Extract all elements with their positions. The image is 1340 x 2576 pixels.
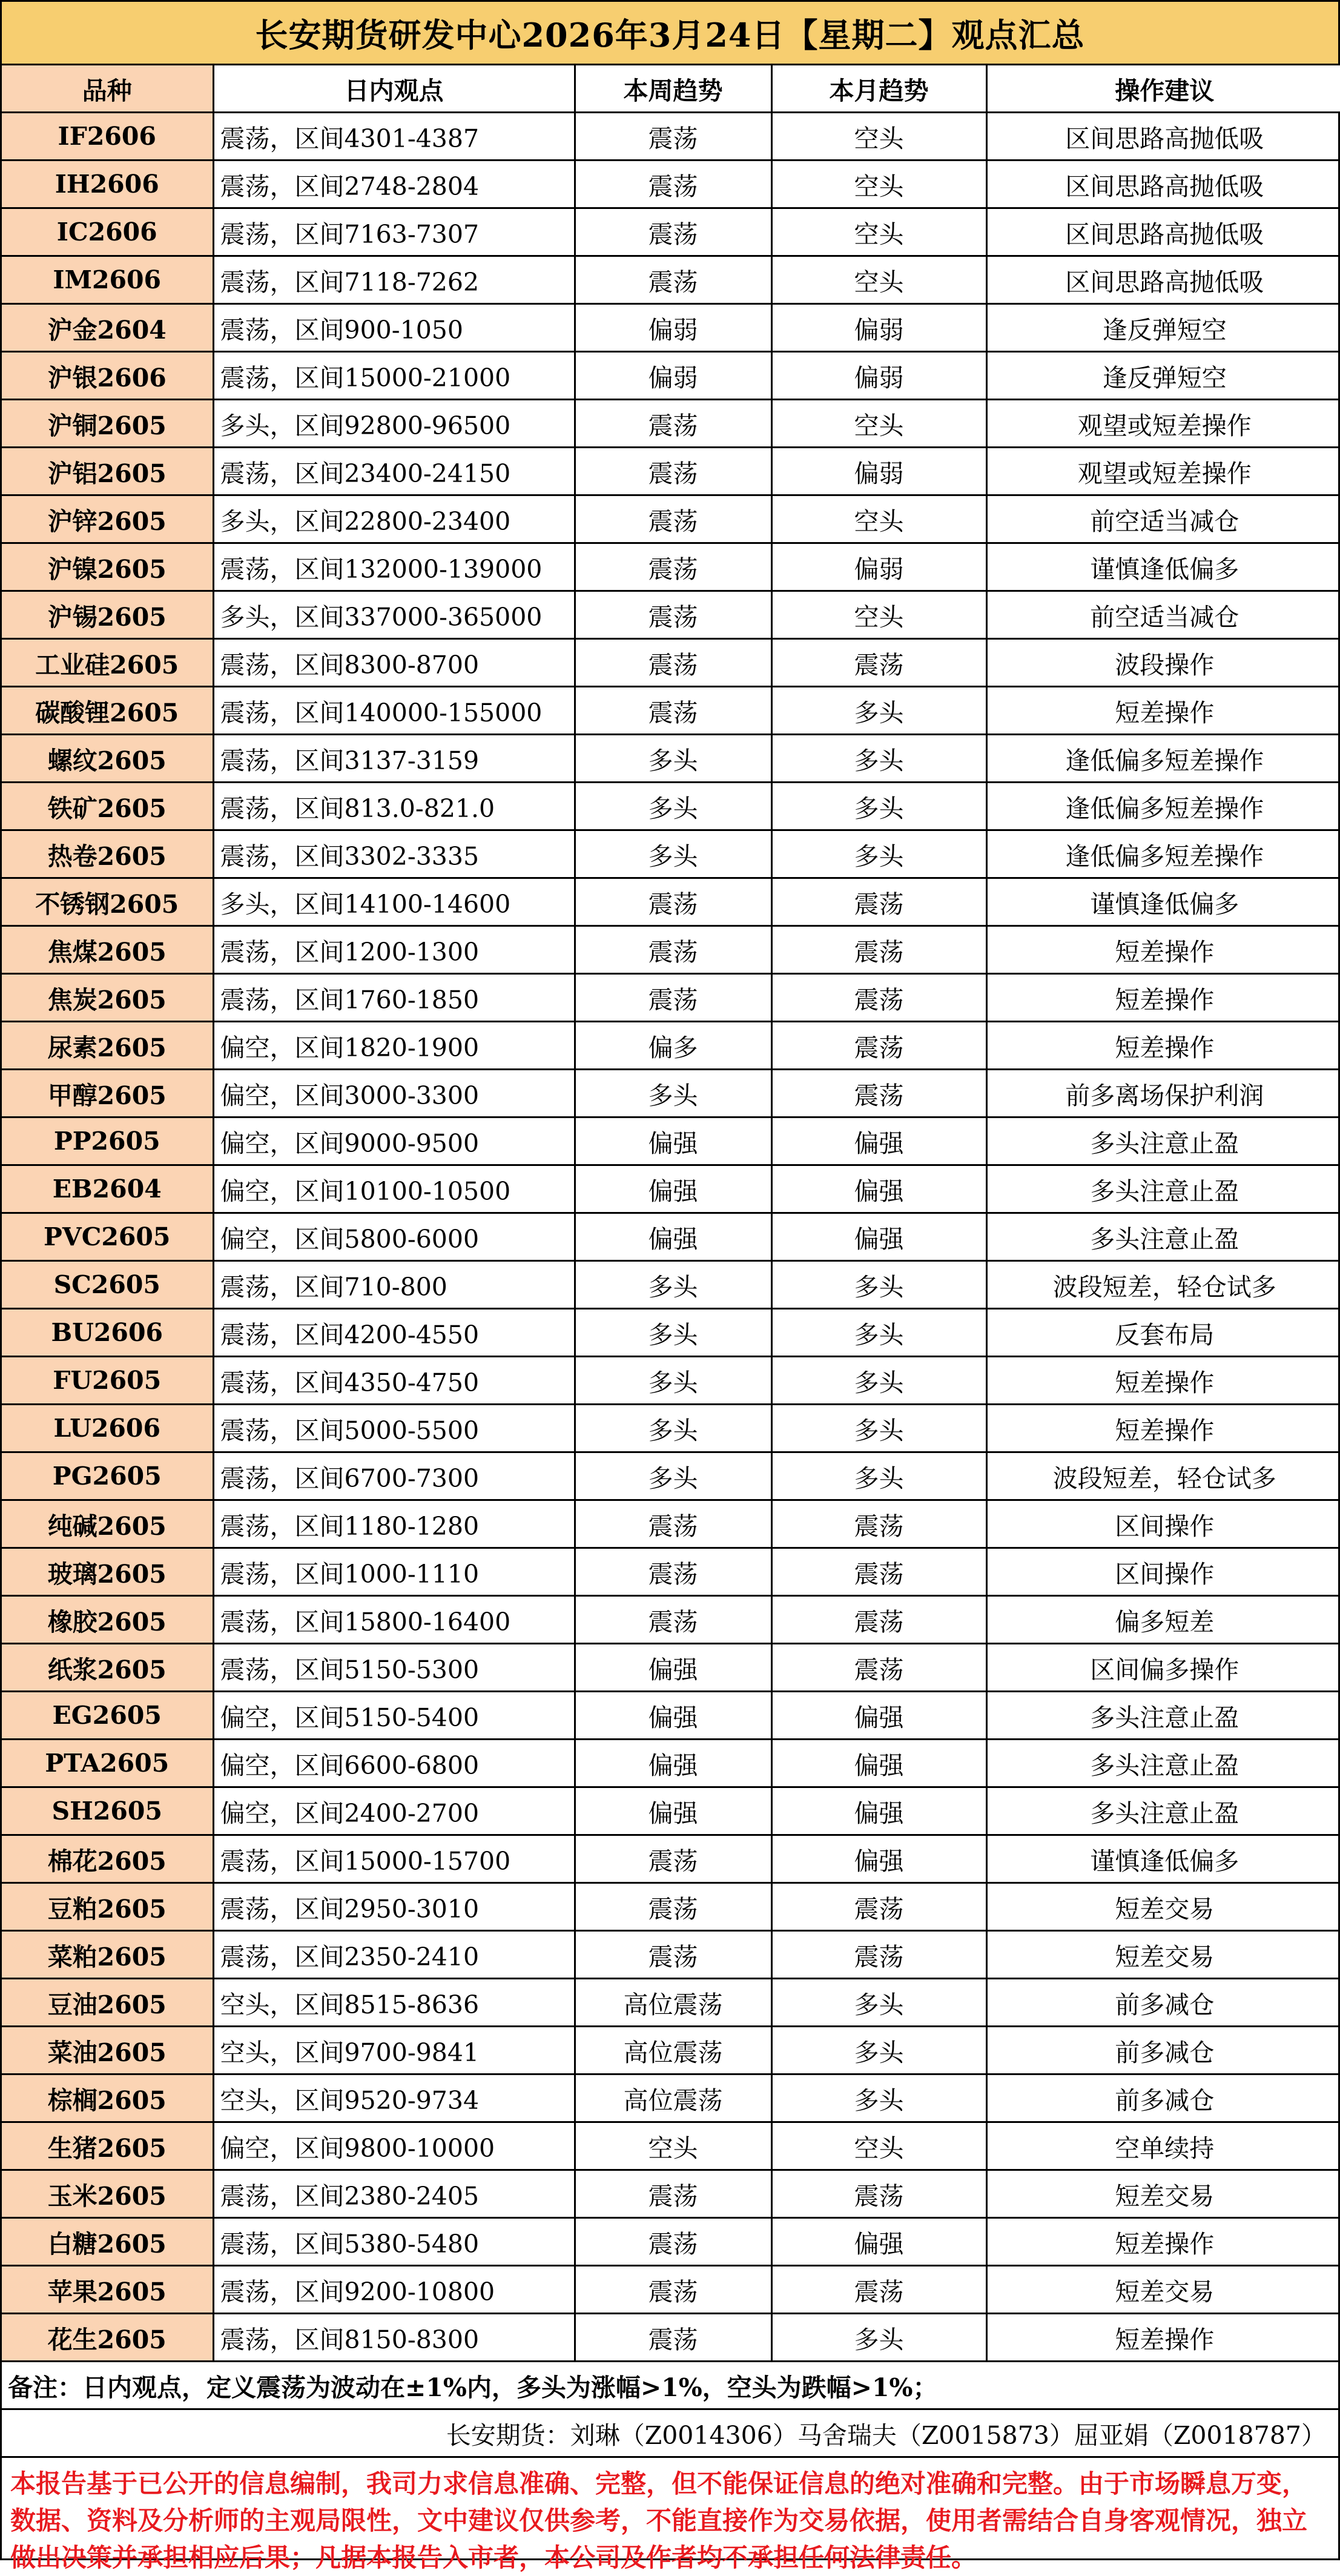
intraday-view-cell: 震荡，区间3137-3159 bbox=[213, 735, 575, 783]
intraday-view-cell: 偏空，区间9800-10000 bbox=[213, 2122, 575, 2170]
weekly-trend-cell: 震荡 bbox=[575, 1548, 771, 1596]
monthly-trend-cell: 多头 bbox=[771, 2074, 986, 2122]
intraday-view-cell: 偏空，区间6600-6800 bbox=[213, 1740, 575, 1787]
weekly-trend-cell: 震荡 bbox=[575, 1835, 771, 1883]
product-code-cell: SC2605 bbox=[2, 1261, 213, 1309]
header-row bbox=[2, 65, 1340, 113]
weekly-trend-cell: 震荡 bbox=[575, 400, 771, 448]
header-product: 品种 bbox=[2, 65, 213, 113]
advice-cell: 波段短差，轻仓试多 bbox=[986, 1261, 1340, 1309]
intraday-view-cell: 震荡，区间813.0-821.0 bbox=[213, 783, 575, 830]
monthly-trend-cell: 偏强 bbox=[771, 2218, 986, 2266]
weekly-trend-cell: 多头 bbox=[575, 783, 771, 830]
monthly-trend-cell: 震荡 bbox=[771, 1548, 986, 1596]
advice-cell: 逢低偏多短差操作 bbox=[986, 830, 1340, 878]
weekly-trend-cell: 震荡 bbox=[575, 1931, 771, 1979]
advice-cell: 谨慎逢低偏多 bbox=[986, 1835, 1340, 1883]
product-code-cell: SH2605 bbox=[2, 1787, 213, 1835]
remark-note: 备注：日内观点，定义震荡为波动在±1%内，多头为涨幅>1%，空头为跌幅>1%； bbox=[2, 2362, 1338, 2410]
table-row bbox=[2, 878, 1340, 926]
product-code-cell: IH2606 bbox=[2, 161, 213, 208]
monthly-trend-cell: 空头 bbox=[771, 113, 986, 161]
table-row bbox=[2, 1500, 1340, 1548]
monthly-trend-cell: 多头 bbox=[771, 1452, 986, 1500]
weekly-trend-cell: 多头 bbox=[575, 830, 771, 878]
product-code-cell: PVC2605 bbox=[2, 1213, 213, 1261]
weekly-trend-cell: 震荡 bbox=[575, 2218, 771, 2266]
advice-cell: 短差操作 bbox=[986, 974, 1340, 1022]
weekly-trend-cell: 震荡 bbox=[575, 2266, 771, 2314]
advice-cell: 多头注意止盈 bbox=[986, 1692, 1340, 1740]
intraday-view-cell: 震荡，区间4350-4750 bbox=[213, 1357, 575, 1405]
weekly-trend-cell: 多头 bbox=[575, 735, 771, 783]
table-row bbox=[2, 830, 1340, 878]
intraday-view-cell: 多头，区间92800-96500 bbox=[213, 400, 575, 448]
monthly-trend-cell: 震荡 bbox=[771, 1931, 986, 1979]
monthly-trend-cell: 震荡 bbox=[771, 926, 986, 974]
intraday-view-cell: 震荡，区间1180-1280 bbox=[213, 1500, 575, 1548]
product-code-cell: 棉花2605 bbox=[2, 1835, 213, 1883]
product-code-cell: 甲醇2605 bbox=[2, 1070, 213, 1117]
advice-cell: 短差交易 bbox=[986, 2170, 1340, 2218]
weekly-trend-cell: 多头 bbox=[575, 1261, 771, 1309]
advice-cell: 逢低偏多短差操作 bbox=[986, 735, 1340, 783]
product-code-cell: EG2605 bbox=[2, 1692, 213, 1740]
monthly-trend-cell: 偏弱 bbox=[771, 352, 986, 400]
table-row bbox=[2, 304, 1340, 352]
intraday-view-cell: 震荡，区间2950-3010 bbox=[213, 1883, 575, 1931]
monthly-trend-cell: 多头 bbox=[771, 830, 986, 878]
table-row bbox=[2, 1548, 1340, 1596]
monthly-trend-cell: 多头 bbox=[771, 1405, 986, 1452]
weekly-trend-cell: 偏强 bbox=[575, 1740, 771, 1787]
weekly-trend-cell: 偏强 bbox=[575, 1692, 771, 1740]
weekly-trend-cell: 震荡 bbox=[575, 1500, 771, 1548]
intraday-view-cell: 震荡，区间15000-21000 bbox=[213, 352, 575, 400]
weekly-trend-cell: 高位震荡 bbox=[575, 2074, 771, 2122]
advice-cell: 逢反弹短空 bbox=[986, 352, 1340, 400]
table-row bbox=[2, 256, 1340, 304]
weekly-trend-cell: 震荡 bbox=[575, 2314, 771, 2362]
monthly-trend-cell: 偏强 bbox=[771, 1835, 986, 1883]
monthly-trend-cell: 震荡 bbox=[771, 639, 986, 687]
intraday-view-cell: 震荡，区间4301-4387 bbox=[213, 113, 575, 161]
monthly-trend-cell: 偏强 bbox=[771, 1787, 986, 1835]
advice-cell: 逢反弹短空 bbox=[986, 304, 1340, 352]
product-code-cell: 沪铝2605 bbox=[2, 448, 213, 495]
advice-cell: 多头注意止盈 bbox=[986, 1165, 1340, 1213]
intraday-view-cell: 震荡，区间900-1050 bbox=[213, 304, 575, 352]
advice-cell: 逢低偏多短差操作 bbox=[986, 783, 1340, 830]
monthly-trend-cell: 震荡 bbox=[771, 1644, 986, 1692]
table-row bbox=[2, 2314, 1340, 2362]
monthly-trend-cell: 偏弱 bbox=[771, 304, 986, 352]
table-row bbox=[2, 448, 1340, 495]
table-row bbox=[2, 495, 1340, 543]
product-code-cell: 豆粕2605 bbox=[2, 1883, 213, 1931]
intraday-view-cell: 偏空，区间2400-2700 bbox=[213, 1787, 575, 1835]
intraday-view-cell: 偏空，区间3000-3300 bbox=[213, 1070, 575, 1117]
header-weekly-trend: 本周趋势 bbox=[575, 65, 771, 113]
intraday-view-cell: 震荡，区间5380-5480 bbox=[213, 2218, 575, 2266]
advice-cell: 区间思路高抛低吸 bbox=[986, 208, 1340, 256]
intraday-view-cell: 空头，区间9700-9841 bbox=[213, 2027, 575, 2074]
advice-cell: 区间思路高抛低吸 bbox=[986, 256, 1340, 304]
weekly-trend-cell: 震荡 bbox=[575, 208, 771, 256]
monthly-trend-cell: 多头 bbox=[771, 735, 986, 783]
monthly-trend-cell: 偏弱 bbox=[771, 543, 986, 591]
weekly-trend-cell: 偏强 bbox=[575, 1644, 771, 1692]
monthly-trend-cell: 多头 bbox=[771, 2027, 986, 2074]
analyst-credits: 长安期货：刘琳（Z0014306）马舍瑞夫（Z0015873）屈亚娟（Z0018787） bbox=[2, 2410, 1338, 2458]
weekly-trend-cell: 震荡 bbox=[575, 639, 771, 687]
product-code-cell: 工业硅2605 bbox=[2, 639, 213, 687]
monthly-trend-cell: 震荡 bbox=[771, 1500, 986, 1548]
weekly-trend-cell: 震荡 bbox=[575, 974, 771, 1022]
product-code-cell: 玻璃2605 bbox=[2, 1548, 213, 1596]
advice-cell: 观望或短差操作 bbox=[986, 400, 1340, 448]
table-row bbox=[2, 1979, 1340, 2027]
weekly-trend-cell: 震荡 bbox=[575, 1596, 771, 1644]
advice-cell: 短差操作 bbox=[986, 1405, 1340, 1452]
weekly-trend-cell: 震荡 bbox=[575, 687, 771, 735]
intraday-view-cell: 震荡，区间7163-7307 bbox=[213, 208, 575, 256]
intraday-view-cell: 偏空，区间5800-6000 bbox=[213, 1213, 575, 1261]
advice-cell: 前多减仓 bbox=[986, 2074, 1340, 2122]
intraday-view-cell: 震荡，区间1200-1300 bbox=[213, 926, 575, 974]
header-intraday-view: 日内观点 bbox=[213, 65, 575, 113]
table-row bbox=[2, 1309, 1340, 1357]
monthly-trend-cell: 多头 bbox=[771, 1309, 986, 1357]
table-row bbox=[2, 1405, 1340, 1452]
table-row bbox=[2, 735, 1340, 783]
table-row bbox=[2, 1740, 1340, 1787]
product-code-cell: 沪银2606 bbox=[2, 352, 213, 400]
monthly-trend-cell: 偏弱 bbox=[771, 448, 986, 495]
table-row bbox=[2, 1165, 1340, 1213]
intraday-view-cell: 空头，区间8515-8636 bbox=[213, 1979, 575, 2027]
monthly-trend-cell: 震荡 bbox=[771, 1883, 986, 1931]
table-row bbox=[2, 1931, 1340, 1979]
table-row bbox=[2, 1644, 1340, 1692]
intraday-view-cell: 震荡，区间140000-155000 bbox=[213, 687, 575, 735]
product-code-cell: 热卷2605 bbox=[2, 830, 213, 878]
intraday-view-cell: 偏空，区间5150-5400 bbox=[213, 1692, 575, 1740]
header-monthly-trend: 本月趋势 bbox=[771, 65, 986, 113]
weekly-trend-cell: 偏弱 bbox=[575, 352, 771, 400]
weekly-trend-cell: 震荡 bbox=[575, 495, 771, 543]
weekly-trend-cell: 偏强 bbox=[575, 1117, 771, 1165]
weekly-trend-cell: 空头 bbox=[575, 2122, 771, 2170]
table-row bbox=[2, 687, 1340, 735]
table-row bbox=[2, 543, 1340, 591]
product-code-cell: 菜油2605 bbox=[2, 2027, 213, 2074]
table-row bbox=[2, 2027, 1340, 2074]
intraday-view-cell: 震荡，区间132000-139000 bbox=[213, 543, 575, 591]
monthly-trend-cell: 偏强 bbox=[771, 1213, 986, 1261]
weekly-trend-cell: 偏强 bbox=[575, 1787, 771, 1835]
advice-cell: 波段短差，轻仓试多 bbox=[986, 1452, 1340, 1500]
product-code-cell: 白糖2605 bbox=[2, 2218, 213, 2266]
weekly-trend-cell: 偏多 bbox=[575, 1022, 771, 1070]
advice-cell: 偏多短差 bbox=[986, 1596, 1340, 1644]
intraday-view-cell: 震荡，区间3302-3335 bbox=[213, 830, 575, 878]
monthly-trend-cell: 空头 bbox=[771, 208, 986, 256]
product-code-cell: PG2605 bbox=[2, 1452, 213, 1500]
table-row bbox=[2, 1787, 1340, 1835]
intraday-view-cell: 震荡，区间2350-2410 bbox=[213, 1931, 575, 1979]
monthly-trend-cell: 空头 bbox=[771, 161, 986, 208]
monthly-trend-cell: 震荡 bbox=[771, 1022, 986, 1070]
weekly-trend-cell: 多头 bbox=[575, 1405, 771, 1452]
intraday-view-cell: 偏空，区间10100-10500 bbox=[213, 1165, 575, 1213]
weekly-trend-cell: 震荡 bbox=[575, 256, 771, 304]
table-row bbox=[2, 974, 1340, 1022]
report-title: 长安期货研发中心2026年3月24日【星期二】观点汇总 bbox=[2, 2, 1338, 65]
intraday-view-cell: 多头，区间14100-14600 bbox=[213, 878, 575, 926]
table-row bbox=[2, 1213, 1340, 1261]
advice-cell: 区间思路高抛低吸 bbox=[986, 161, 1340, 208]
advice-cell: 多头注意止盈 bbox=[986, 1740, 1340, 1787]
weekly-trend-cell: 震荡 bbox=[575, 878, 771, 926]
weekly-trend-cell: 震荡 bbox=[575, 2170, 771, 2218]
product-code-cell: LU2606 bbox=[2, 1405, 213, 1452]
monthly-trend-cell: 震荡 bbox=[771, 878, 986, 926]
monthly-trend-cell: 震荡 bbox=[771, 2170, 986, 2218]
intraday-view-cell: 震荡，区间9200-10800 bbox=[213, 2266, 575, 2314]
table-row bbox=[2, 2266, 1340, 2314]
intraday-view-cell: 震荡，区间5000-5500 bbox=[213, 1405, 575, 1452]
advice-cell: 观望或短差操作 bbox=[986, 448, 1340, 495]
product-code-cell: 菜粕2605 bbox=[2, 1931, 213, 1979]
monthly-trend-cell: 多头 bbox=[771, 1261, 986, 1309]
product-code-cell: 碳酸锂2605 bbox=[2, 687, 213, 735]
advice-cell: 短差操作 bbox=[986, 926, 1340, 974]
weekly-trend-cell: 高位震荡 bbox=[575, 2027, 771, 2074]
table-row bbox=[2, 926, 1340, 974]
intraday-view-cell: 多头，区间22800-23400 bbox=[213, 495, 575, 543]
weekly-trend-cell: 震荡 bbox=[575, 113, 771, 161]
advice-cell: 多头注意止盈 bbox=[986, 1787, 1340, 1835]
advice-cell: 短差操作 bbox=[986, 2218, 1340, 2266]
intraday-view-cell: 震荡，区间5150-5300 bbox=[213, 1644, 575, 1692]
weekly-trend-cell: 偏强 bbox=[575, 1213, 771, 1261]
weekly-trend-cell: 偏弱 bbox=[575, 304, 771, 352]
intraday-view-cell: 震荡，区间4200-4550 bbox=[213, 1309, 575, 1357]
monthly-trend-cell: 偏强 bbox=[771, 1740, 986, 1787]
intraday-view-cell: 震荡，区间2380-2405 bbox=[213, 2170, 575, 2218]
monthly-trend-cell: 偏强 bbox=[771, 1165, 986, 1213]
weekly-trend-cell: 震荡 bbox=[575, 926, 771, 974]
table-row bbox=[2, 208, 1340, 256]
advice-cell: 多头注意止盈 bbox=[986, 1117, 1340, 1165]
product-code-cell: EB2604 bbox=[2, 1165, 213, 1213]
product-code-cell: 棕榈2605 bbox=[2, 2074, 213, 2122]
table-row bbox=[2, 1022, 1340, 1070]
weekly-trend-cell: 多头 bbox=[575, 1357, 771, 1405]
advice-cell: 波段操作 bbox=[986, 639, 1340, 687]
advice-cell: 反套布局 bbox=[986, 1309, 1340, 1357]
advice-cell: 前多离场保护利润 bbox=[986, 1070, 1340, 1117]
advice-cell: 谨慎逢低偏多 bbox=[986, 543, 1340, 591]
intraday-view-cell: 震荡，区间2748-2804 bbox=[213, 161, 575, 208]
product-code-cell: 花生2605 bbox=[2, 2314, 213, 2362]
intraday-view-cell: 震荡，区间1000-1110 bbox=[213, 1548, 575, 1596]
summary-table bbox=[2, 65, 1340, 2362]
product-code-cell: 沪金2604 bbox=[2, 304, 213, 352]
weekly-trend-cell: 震荡 bbox=[575, 1883, 771, 1931]
intraday-view-cell: 多头，区间337000-365000 bbox=[213, 591, 575, 639]
product-code-cell: 生猪2605 bbox=[2, 2122, 213, 2170]
table-row bbox=[2, 352, 1340, 400]
weekly-trend-cell: 高位震荡 bbox=[575, 1979, 771, 2027]
table-row bbox=[2, 591, 1340, 639]
monthly-trend-cell: 震荡 bbox=[771, 974, 986, 1022]
product-code-cell: 焦煤2605 bbox=[2, 926, 213, 974]
table-row bbox=[2, 639, 1340, 687]
advice-cell: 空单续持 bbox=[986, 2122, 1340, 2170]
product-code-cell: 豆油2605 bbox=[2, 1979, 213, 2027]
monthly-trend-cell: 空头 bbox=[771, 400, 986, 448]
product-code-cell: IF2606 bbox=[2, 113, 213, 161]
product-code-cell: 沪镍2605 bbox=[2, 543, 213, 591]
monthly-trend-cell: 多头 bbox=[771, 783, 986, 830]
monthly-trend-cell: 震荡 bbox=[771, 1070, 986, 1117]
monthly-trend-cell: 多头 bbox=[771, 687, 986, 735]
table-row bbox=[2, 1070, 1340, 1117]
intraday-view-cell: 偏空，区间1820-1900 bbox=[213, 1022, 575, 1070]
advice-cell: 区间操作 bbox=[986, 1548, 1340, 1596]
product-code-cell: 沪锡2605 bbox=[2, 591, 213, 639]
table-row bbox=[2, 1835, 1340, 1883]
intraday-view-cell: 震荡，区间7118-7262 bbox=[213, 256, 575, 304]
intraday-view-cell: 震荡，区间15000-15700 bbox=[213, 1835, 575, 1883]
weekly-trend-cell: 震荡 bbox=[575, 591, 771, 639]
monthly-trend-cell: 多头 bbox=[771, 2314, 986, 2362]
table-row bbox=[2, 2170, 1340, 2218]
advice-cell: 短差交易 bbox=[986, 2266, 1340, 2314]
table-row bbox=[2, 1596, 1340, 1644]
product-code-cell: 焦炭2605 bbox=[2, 974, 213, 1022]
intraday-view-cell: 震荡，区间15800-16400 bbox=[213, 1596, 575, 1644]
advice-cell: 区间操作 bbox=[986, 1500, 1340, 1548]
advice-cell: 谨慎逢低偏多 bbox=[986, 878, 1340, 926]
product-code-cell: 纯碱2605 bbox=[2, 1500, 213, 1548]
intraday-view-cell: 震荡，区间23400-24150 bbox=[213, 448, 575, 495]
weekly-trend-cell: 多头 bbox=[575, 1452, 771, 1500]
product-code-cell: IM2606 bbox=[2, 256, 213, 304]
table-row bbox=[2, 113, 1340, 161]
table-row bbox=[2, 783, 1340, 830]
product-code-cell: 尿素2605 bbox=[2, 1022, 213, 1070]
advice-cell: 短差交易 bbox=[986, 1931, 1340, 1979]
product-code-cell: 铁矿2605 bbox=[2, 783, 213, 830]
header-advice: 操作建议 bbox=[986, 65, 1340, 113]
weekly-trend-cell: 偏强 bbox=[575, 1165, 771, 1213]
weekly-trend-cell: 震荡 bbox=[575, 448, 771, 495]
table-body bbox=[2, 113, 1340, 2362]
product-code-cell: 纸浆2605 bbox=[2, 1644, 213, 1692]
monthly-trend-cell: 多头 bbox=[771, 1357, 986, 1405]
table-row bbox=[2, 1261, 1340, 1309]
table-row bbox=[2, 1452, 1340, 1500]
product-code-cell: 不锈钢2605 bbox=[2, 878, 213, 926]
disclaimer-text: 本报告基于已公开的信息编制，我司力求信息准确、完整，但不能保证信息的绝对准确和完整。由于市场瞬息万变，数据、资料及分析师的主观局限性，文中建议仅供参考，不能直接作为交易依据，使用者需结合自身客观情况，独立做出决策并承担相应后果；凡据本报告入市者，本公司及作者均不承担任何法律责任。 bbox=[10, 2469, 1308, 2572]
weekly-trend-cell: 多头 bbox=[575, 1309, 771, 1357]
table-row bbox=[2, 1692, 1340, 1740]
product-code-cell: 沪铜2605 bbox=[2, 400, 213, 448]
table-row bbox=[2, 2074, 1340, 2122]
monthly-trend-cell: 空头 bbox=[771, 256, 986, 304]
intraday-view-cell: 震荡，区间8150-8300 bbox=[213, 2314, 575, 2362]
monthly-trend-cell: 空头 bbox=[771, 591, 986, 639]
product-code-cell: 沪锌2605 bbox=[2, 495, 213, 543]
product-code-cell: 玉米2605 bbox=[2, 2170, 213, 2218]
advice-cell: 短差操作 bbox=[986, 1022, 1340, 1070]
advice-cell: 前空适当减仓 bbox=[986, 495, 1340, 543]
table-row bbox=[2, 161, 1340, 208]
monthly-trend-cell: 偏强 bbox=[771, 1117, 986, 1165]
advice-cell: 前多减仓 bbox=[986, 1979, 1340, 2027]
monthly-trend-cell: 偏强 bbox=[771, 1692, 986, 1740]
product-code-cell: 苹果2605 bbox=[2, 2266, 213, 2314]
intraday-view-cell: 震荡，区间1760-1850 bbox=[213, 974, 575, 1022]
weekly-trend-cell: 震荡 bbox=[575, 543, 771, 591]
advice-cell: 区间思路高抛低吸 bbox=[986, 113, 1340, 161]
advice-cell: 短差操作 bbox=[986, 2314, 1340, 2362]
intraday-view-cell: 空头，区间9520-9734 bbox=[213, 2074, 575, 2122]
table-row bbox=[2, 2122, 1340, 2170]
advice-cell: 短差操作 bbox=[986, 1357, 1340, 1405]
product-code-cell: IC2606 bbox=[2, 208, 213, 256]
intraday-view-cell: 震荡，区间710-800 bbox=[213, 1261, 575, 1309]
weekly-trend-cell: 震荡 bbox=[575, 161, 771, 208]
product-code-cell: 橡胶2605 bbox=[2, 1596, 213, 1644]
product-code-cell: BU2606 bbox=[2, 1309, 213, 1357]
monthly-trend-cell: 震荡 bbox=[771, 1596, 986, 1644]
weekly-trend-cell: 多头 bbox=[575, 1070, 771, 1117]
table-row bbox=[2, 400, 1340, 448]
table-row bbox=[2, 1357, 1340, 1405]
advice-cell: 区间偏多操作 bbox=[986, 1644, 1340, 1692]
product-code-cell: FU2605 bbox=[2, 1357, 213, 1405]
intraday-view-cell: 震荡，区间8300-8700 bbox=[213, 639, 575, 687]
monthly-trend-cell: 空头 bbox=[771, 495, 986, 543]
product-code-cell: PP2605 bbox=[2, 1117, 213, 1165]
advice-cell: 多头注意止盈 bbox=[986, 1213, 1340, 1261]
intraday-view-cell: 偏空，区间9000-9500 bbox=[213, 1117, 575, 1165]
monthly-trend-cell: 多头 bbox=[771, 1979, 986, 2027]
product-code-cell: PTA2605 bbox=[2, 1740, 213, 1787]
advice-cell: 前空适当减仓 bbox=[986, 591, 1340, 639]
table-row bbox=[2, 2218, 1340, 2266]
table-row bbox=[2, 1117, 1340, 1165]
monthly-trend-cell: 震荡 bbox=[771, 2266, 986, 2314]
monthly-trend-cell: 空头 bbox=[771, 2122, 986, 2170]
advice-cell: 前多减仓 bbox=[986, 2027, 1340, 2074]
intraday-view-cell: 震荡，区间6700-7300 bbox=[213, 1452, 575, 1500]
advice-cell: 短差交易 bbox=[986, 1883, 1340, 1931]
product-code-cell: 螺纹2605 bbox=[2, 735, 213, 783]
advice-cell: 短差操作 bbox=[986, 687, 1340, 735]
table-row bbox=[2, 1883, 1340, 1931]
